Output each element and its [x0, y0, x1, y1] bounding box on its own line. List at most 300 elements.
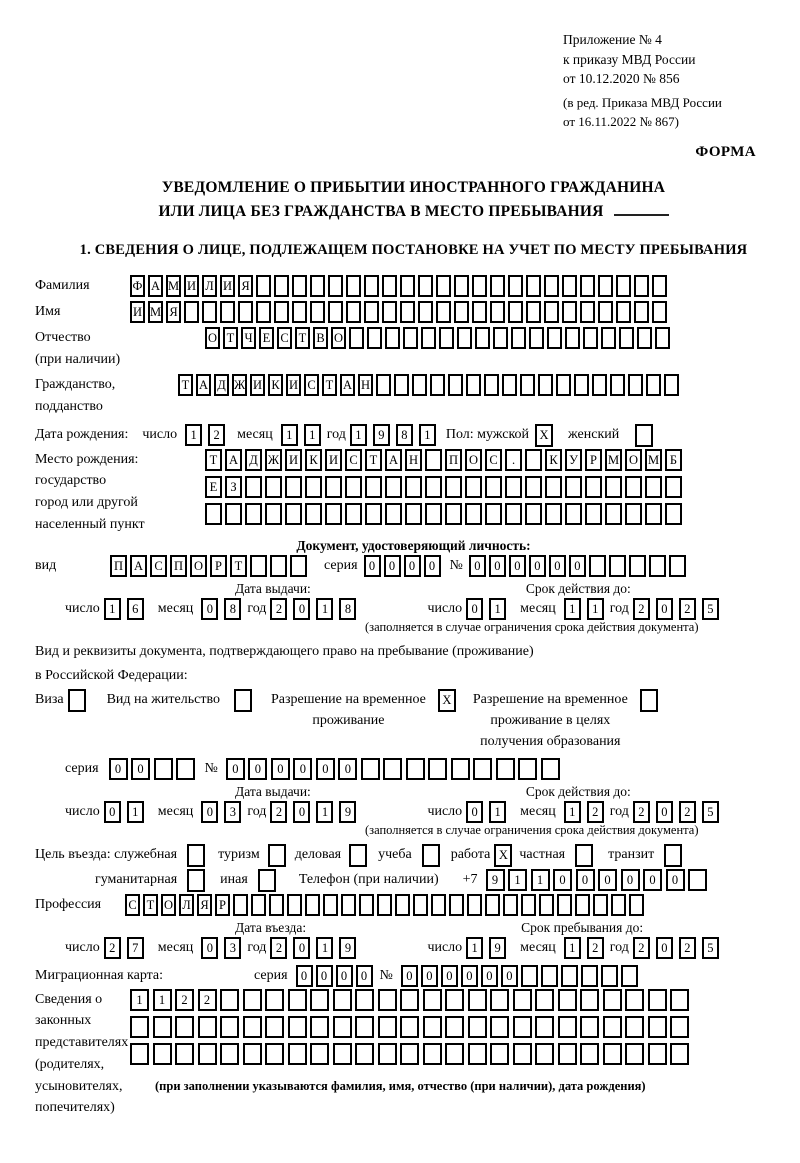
char-cell[interactable] — [220, 1016, 239, 1038]
char-cell[interactable] — [323, 894, 338, 916]
char-cell[interactable] — [258, 869, 276, 892]
char-cell[interactable] — [628, 374, 643, 396]
char-cell[interactable] — [580, 1016, 599, 1038]
char-cell[interactable] — [580, 989, 599, 1011]
char-cell[interactable] — [395, 894, 410, 916]
char-cell-filled[interactable]: 0 — [501, 965, 518, 987]
char-cell[interactable] — [611, 894, 626, 916]
char-cell-filled[interactable]: 0 — [271, 758, 290, 780]
char-cell[interactable] — [355, 1016, 374, 1038]
char-cell[interactable] — [508, 275, 523, 297]
char-cell[interactable] — [580, 1043, 599, 1065]
char-cell-filled[interactable]: Т — [230, 555, 247, 577]
char-cell-filled[interactable]: Ж — [265, 449, 282, 471]
char-cell[interactable] — [268, 844, 286, 867]
char-cell[interactable] — [648, 1016, 667, 1038]
char-cell[interactable] — [640, 689, 658, 712]
char-cell-filled[interactable]: В — [313, 327, 328, 349]
char-cell-filled[interactable]: 0 — [598, 869, 617, 891]
char-cell[interactable] — [349, 844, 367, 867]
char-cell[interactable] — [341, 894, 356, 916]
char-cell-filled[interactable]: 2 — [198, 989, 217, 1011]
char-cell-filled[interactable]: Б — [665, 449, 682, 471]
char-cell-filled[interactable]: 0 — [404, 555, 421, 577]
char-cell-filled[interactable]: 1 — [304, 424, 321, 446]
char-cell[interactable] — [418, 275, 433, 297]
char-cell[interactable] — [503, 894, 518, 916]
char-cell[interactable] — [598, 275, 613, 297]
char-cell-filled[interactable]: К — [268, 374, 283, 396]
char-cell-filled[interactable]: К — [545, 449, 562, 471]
char-cell[interactable] — [466, 374, 481, 396]
char-cell[interactable] — [669, 555, 686, 577]
char-cell[interactable] — [412, 374, 427, 396]
char-cell[interactable] — [445, 1043, 464, 1065]
char-cell-filled[interactable]: 0 — [364, 555, 381, 577]
char-cell[interactable] — [269, 894, 284, 916]
char-cell-filled[interactable]: 0 — [293, 598, 310, 620]
char-cell-filled[interactable]: 0 — [621, 869, 640, 891]
char-cell[interactable] — [385, 327, 400, 349]
char-cell-filled[interactable]: 0 — [201, 937, 218, 959]
char-cell-filled[interactable]: Ж — [232, 374, 247, 396]
char-cell[interactable] — [243, 989, 262, 1011]
char-cell[interactable] — [485, 894, 500, 916]
char-cell-filled[interactable]: 5 — [702, 937, 719, 959]
char-cell-filled[interactable]: П — [445, 449, 462, 471]
char-cell-filled[interactable]: Н — [405, 449, 422, 471]
char-cell[interactable] — [485, 503, 502, 525]
char-cell[interactable] — [484, 374, 499, 396]
char-cell[interactable] — [234, 689, 252, 712]
char-cell[interactable] — [511, 327, 526, 349]
char-cell[interactable] — [575, 844, 593, 867]
char-cell[interactable] — [521, 965, 538, 987]
char-cell-filled[interactable]: 1 — [127, 801, 144, 823]
char-cell[interactable] — [310, 1016, 329, 1038]
char-cell[interactable] — [243, 1016, 262, 1038]
char-cell[interactable] — [448, 374, 463, 396]
char-cell[interactable] — [225, 503, 242, 525]
char-cell-filled[interactable]: 8 — [339, 598, 356, 620]
char-cell[interactable] — [646, 374, 661, 396]
char-cell[interactable] — [670, 989, 689, 1011]
char-cell[interactable] — [454, 301, 469, 323]
char-cell[interactable] — [400, 301, 415, 323]
char-cell[interactable] — [333, 1043, 352, 1065]
char-cell[interactable] — [385, 503, 402, 525]
char-cell[interactable] — [310, 275, 325, 297]
char-cell-filled[interactable]: 1 — [508, 869, 527, 891]
char-cell[interactable] — [292, 275, 307, 297]
char-cell[interactable] — [198, 1016, 217, 1038]
char-cell[interactable] — [422, 844, 440, 867]
char-cell[interactable] — [603, 1016, 622, 1038]
char-cell-filled[interactable]: 9 — [489, 937, 506, 959]
char-cell-filled[interactable]: 1 — [466, 937, 483, 959]
char-cell-filled[interactable]: О — [161, 894, 176, 916]
char-cell[interactable] — [589, 555, 606, 577]
char-cell-filled[interactable]: 1 — [130, 989, 149, 1011]
char-cell[interactable] — [423, 1016, 442, 1038]
char-cell[interactable] — [547, 327, 562, 349]
char-cell-filled[interactable]: 0 — [401, 965, 418, 987]
char-cell-filled[interactable]: 9 — [339, 801, 356, 823]
char-cell[interactable] — [305, 894, 320, 916]
char-cell[interactable] — [609, 555, 626, 577]
char-cell[interactable] — [648, 1043, 667, 1065]
char-cell[interactable] — [664, 844, 682, 867]
char-cell[interactable] — [431, 894, 446, 916]
char-cell-filled[interactable]: Т — [178, 374, 193, 396]
char-cell-filled[interactable]: 1 — [489, 598, 506, 620]
char-cell-filled[interactable]: 2 — [270, 937, 287, 959]
char-cell[interactable] — [436, 301, 451, 323]
char-cell[interactable] — [525, 476, 542, 498]
char-cell[interactable] — [465, 503, 482, 525]
char-cell[interactable] — [382, 275, 397, 297]
char-cell-filled[interactable]: З — [225, 476, 242, 498]
char-cell-filled[interactable]: 3 — [224, 801, 241, 823]
char-cell[interactable] — [565, 503, 582, 525]
char-cell-filled[interactable]: 9 — [339, 937, 356, 959]
char-cell[interactable] — [382, 301, 397, 323]
char-cell[interactable] — [325, 503, 342, 525]
char-cell-filled[interactable]: 1 — [587, 598, 604, 620]
char-cell[interactable] — [541, 758, 560, 780]
char-cell[interactable] — [349, 327, 364, 349]
char-cell[interactable] — [616, 275, 631, 297]
char-cell[interactable] — [376, 374, 391, 396]
char-cell-filled[interactable]: С — [125, 894, 140, 916]
char-cell-filled[interactable]: К — [305, 449, 322, 471]
char-cell-filled[interactable]: А — [340, 374, 355, 396]
char-cell[interactable] — [603, 1043, 622, 1065]
char-cell[interactable] — [634, 275, 649, 297]
char-cell[interactable] — [625, 989, 644, 1011]
char-cell[interactable] — [625, 503, 642, 525]
char-cell-filled[interactable]: 5 — [702, 598, 719, 620]
char-cell[interactable] — [346, 301, 361, 323]
char-cell[interactable] — [265, 503, 282, 525]
char-cell-filled[interactable]: О — [625, 449, 642, 471]
char-cell-filled[interactable]: И — [286, 374, 301, 396]
char-cell-filled[interactable]: 1 — [350, 424, 367, 446]
char-cell[interactable] — [378, 1016, 397, 1038]
char-cell-filled[interactable]: 0 — [131, 758, 150, 780]
char-cell-filled[interactable]: Е — [205, 476, 222, 498]
char-cell[interactable] — [430, 374, 445, 396]
char-cell[interactable] — [423, 1043, 442, 1065]
char-cell[interactable] — [535, 989, 554, 1011]
char-cell[interactable] — [265, 989, 284, 1011]
char-cell-filled[interactable]: Л — [202, 275, 217, 297]
char-cell[interactable] — [68, 689, 86, 712]
char-cell-filled[interactable]: И — [325, 449, 342, 471]
char-cell[interactable] — [688, 869, 707, 891]
char-cell-filled[interactable]: 1 — [419, 424, 436, 446]
char-cell[interactable] — [634, 301, 649, 323]
char-cell-filled[interactable]: И — [220, 275, 235, 297]
char-cell[interactable] — [288, 1043, 307, 1065]
char-cell[interactable] — [367, 327, 382, 349]
char-cell[interactable] — [265, 1016, 284, 1038]
char-cell[interactable] — [454, 275, 469, 297]
char-cell[interactable] — [220, 1043, 239, 1065]
char-cell[interactable] — [648, 989, 667, 1011]
char-cell-filled[interactable]: 0 — [421, 965, 438, 987]
char-cell-filled[interactable]: А — [130, 555, 147, 577]
char-cell[interactable] — [580, 301, 595, 323]
char-cell[interactable] — [670, 1043, 689, 1065]
char-cell[interactable] — [355, 989, 374, 1011]
char-cell-filled[interactable]: 0 — [104, 801, 121, 823]
char-cell[interactable] — [505, 476, 522, 498]
char-cell-filled[interactable]: 0 — [336, 965, 353, 987]
char-cell[interactable] — [445, 476, 462, 498]
char-cell[interactable] — [400, 1016, 419, 1038]
char-cell[interactable] — [361, 758, 380, 780]
char-cell[interactable] — [187, 869, 205, 892]
char-cell[interactable] — [575, 894, 590, 916]
char-cell-filled[interactable]: 1 — [489, 801, 506, 823]
char-cell[interactable] — [468, 1016, 487, 1038]
char-cell[interactable] — [502, 374, 517, 396]
char-cell[interactable] — [496, 758, 515, 780]
char-cell[interactable] — [400, 275, 415, 297]
char-cell[interactable] — [520, 374, 535, 396]
char-cell-filled[interactable]: 0 — [466, 801, 483, 823]
char-cell[interactable] — [629, 894, 644, 916]
char-cell-filled[interactable]: 1 — [185, 424, 202, 446]
char-cell-filled[interactable]: 1 — [564, 937, 581, 959]
char-cell[interactable] — [439, 327, 454, 349]
char-cell[interactable] — [346, 275, 361, 297]
char-cell-filled[interactable]: С — [304, 374, 319, 396]
char-cell-filled[interactable]: Л — [179, 894, 194, 916]
char-cell[interactable] — [176, 758, 195, 780]
char-cell[interactable] — [616, 301, 631, 323]
char-cell[interactable] — [544, 301, 559, 323]
char-cell-filled[interactable]: 0 — [201, 801, 218, 823]
char-cell[interactable] — [445, 989, 464, 1011]
char-cell[interactable] — [333, 1016, 352, 1038]
char-cell[interactable] — [413, 894, 428, 916]
char-cell[interactable] — [468, 1043, 487, 1065]
char-cell-filled[interactable]: М — [166, 275, 181, 297]
char-cell-filled[interactable]: Р — [585, 449, 602, 471]
char-cell-filled[interactable]: М — [605, 449, 622, 471]
char-cell[interactable] — [538, 374, 553, 396]
char-cell[interactable] — [333, 989, 352, 1011]
char-cell[interactable] — [490, 1016, 509, 1038]
char-cell-filled[interactable]: П — [110, 555, 127, 577]
char-cell[interactable] — [561, 965, 578, 987]
char-cell[interactable] — [421, 327, 436, 349]
char-cell[interactable] — [328, 275, 343, 297]
char-cell-filled[interactable]: 0 — [293, 801, 310, 823]
char-cell-filled[interactable]: О — [205, 327, 220, 349]
char-cell[interactable] — [385, 476, 402, 498]
char-cell-filled[interactable]: 0 — [226, 758, 245, 780]
char-cell-filled[interactable]: И — [250, 374, 265, 396]
char-cell[interactable] — [558, 1016, 577, 1038]
char-cell-filled[interactable]: 0 — [293, 758, 312, 780]
char-cell[interactable] — [292, 301, 307, 323]
char-cell[interactable] — [585, 476, 602, 498]
char-cell[interactable] — [605, 503, 622, 525]
char-cell-filled[interactable]: 0 — [529, 555, 546, 577]
char-cell[interactable] — [625, 476, 642, 498]
char-cell-filled[interactable]: 2 — [679, 937, 696, 959]
char-cell[interactable] — [562, 301, 577, 323]
char-cell-filled[interactable]: 8 — [396, 424, 413, 446]
char-cell[interactable] — [603, 989, 622, 1011]
char-cell[interactable] — [198, 1043, 217, 1065]
char-cell-filled[interactable]: 2 — [208, 424, 225, 446]
char-cell-filled[interactable]: Д — [214, 374, 229, 396]
char-cell[interactable] — [285, 503, 302, 525]
char-cell[interactable] — [405, 476, 422, 498]
char-cell-filled[interactable]: 0 — [441, 965, 458, 987]
char-cell[interactable] — [539, 894, 554, 916]
char-cell-filled[interactable]: 9 — [486, 869, 505, 891]
char-cell[interactable] — [359, 894, 374, 916]
char-cell-filled[interactable]: 0 — [356, 965, 373, 987]
char-cell[interactable] — [526, 275, 541, 297]
char-cell[interactable] — [328, 301, 343, 323]
char-cell[interactable] — [436, 275, 451, 297]
char-cell-filled[interactable]: Я — [197, 894, 212, 916]
char-cell[interactable] — [265, 1043, 284, 1065]
char-cell[interactable] — [365, 503, 382, 525]
char-cell[interactable] — [345, 503, 362, 525]
char-cell-filled[interactable]: Я — [166, 301, 181, 323]
char-cell[interactable] — [565, 327, 580, 349]
char-cell[interactable] — [545, 503, 562, 525]
char-cell[interactable] — [451, 758, 470, 780]
char-cell-filled[interactable]: С — [277, 327, 292, 349]
char-cell[interactable] — [383, 758, 402, 780]
char-cell-filled[interactable]: 2 — [175, 989, 194, 1011]
char-cell[interactable] — [305, 503, 322, 525]
char-cell-filled[interactable]: 0 — [293, 937, 310, 959]
char-cell[interactable] — [610, 374, 625, 396]
char-cell[interactable] — [625, 1043, 644, 1065]
char-cell[interactable] — [557, 894, 572, 916]
char-cell[interactable] — [364, 275, 379, 297]
char-cell-filled[interactable]: 0 — [656, 801, 673, 823]
char-cell[interactable] — [655, 327, 670, 349]
char-cell-filled[interactable]: Т — [143, 894, 158, 916]
char-cell[interactable] — [521, 894, 536, 916]
char-cell-filled[interactable]: И — [285, 449, 302, 471]
char-cell[interactable] — [288, 989, 307, 1011]
char-cell[interactable] — [449, 894, 464, 916]
char-cell-filled[interactable]: О — [465, 449, 482, 471]
char-cell[interactable] — [445, 503, 462, 525]
char-cell[interactable] — [205, 503, 222, 525]
char-cell-filled[interactable]: 1 — [316, 937, 333, 959]
char-cell-filled[interactable]: 1 — [104, 598, 121, 620]
char-cell-filled[interactable]: 0 — [466, 598, 483, 620]
char-cell[interactable] — [637, 327, 652, 349]
char-cell-filled[interactable]: 0 — [248, 758, 267, 780]
char-cell-filled[interactable]: 0 — [569, 555, 586, 577]
char-cell[interactable] — [513, 1016, 532, 1038]
char-cell-filled[interactable]: 2 — [679, 598, 696, 620]
char-cell[interactable] — [493, 327, 508, 349]
char-cell-filled[interactable]: М — [148, 301, 163, 323]
char-cell-filled[interactable]: 0 — [553, 869, 572, 891]
char-cell[interactable] — [664, 374, 679, 396]
char-cell[interactable] — [305, 476, 322, 498]
char-cell[interactable] — [621, 965, 638, 987]
char-cell[interactable] — [428, 758, 447, 780]
char-cell[interactable] — [585, 503, 602, 525]
char-cell-filled[interactable]: 9 — [373, 424, 390, 446]
char-cell[interactable] — [468, 989, 487, 1011]
char-cell[interactable] — [525, 503, 542, 525]
char-cell[interactable] — [598, 301, 613, 323]
char-cell[interactable] — [405, 503, 422, 525]
char-cell[interactable] — [270, 555, 287, 577]
char-cell-filled[interactable]: X — [494, 844, 512, 867]
char-cell-filled[interactable]: Р — [215, 894, 230, 916]
char-cell-filled[interactable]: Т — [365, 449, 382, 471]
char-cell[interactable] — [377, 894, 392, 916]
char-cell[interactable] — [601, 327, 616, 349]
char-cell-filled[interactable]: О — [331, 327, 346, 349]
char-cell[interactable] — [467, 894, 482, 916]
char-cell[interactable] — [425, 449, 442, 471]
char-cell[interactable] — [652, 301, 667, 323]
char-cell-filled[interactable]: Т — [205, 449, 222, 471]
char-cell[interactable] — [445, 1016, 464, 1038]
char-cell[interactable] — [202, 301, 217, 323]
char-cell-filled[interactable]: Н — [358, 374, 373, 396]
char-cell[interactable] — [130, 1016, 149, 1038]
char-cell[interactable] — [153, 1043, 172, 1065]
char-cell-filled[interactable]: С — [485, 449, 502, 471]
char-cell-filled[interactable]: 0 — [576, 869, 595, 891]
char-cell[interactable] — [574, 374, 589, 396]
char-cell-filled[interactable]: 5 — [702, 801, 719, 823]
char-cell[interactable] — [580, 275, 595, 297]
char-cell[interactable] — [558, 1043, 577, 1065]
char-cell[interactable] — [233, 894, 248, 916]
char-cell-filled[interactable]: 0 — [549, 555, 566, 577]
char-cell-filled[interactable]: П — [170, 555, 187, 577]
char-cell[interactable] — [601, 965, 618, 987]
char-cell-filled[interactable]: С — [150, 555, 167, 577]
char-cell[interactable] — [535, 1016, 554, 1038]
char-cell-filled[interactable]: 7 — [127, 937, 144, 959]
char-cell-filled[interactable]: 2 — [270, 801, 287, 823]
char-cell[interactable] — [472, 275, 487, 297]
char-cell-filled[interactable]: 0 — [509, 555, 526, 577]
char-cell-filled[interactable]: Т — [322, 374, 337, 396]
char-cell[interactable] — [220, 989, 239, 1011]
char-cell[interactable] — [541, 965, 558, 987]
char-cell[interactable] — [355, 1043, 374, 1065]
char-cell-filled[interactable]: X — [438, 689, 456, 712]
char-cell[interactable] — [256, 275, 271, 297]
char-cell[interactable] — [400, 1043, 419, 1065]
char-cell-filled[interactable]: 0 — [469, 555, 486, 577]
char-cell[interactable] — [378, 1043, 397, 1065]
char-cell-filled[interactable]: А — [225, 449, 242, 471]
